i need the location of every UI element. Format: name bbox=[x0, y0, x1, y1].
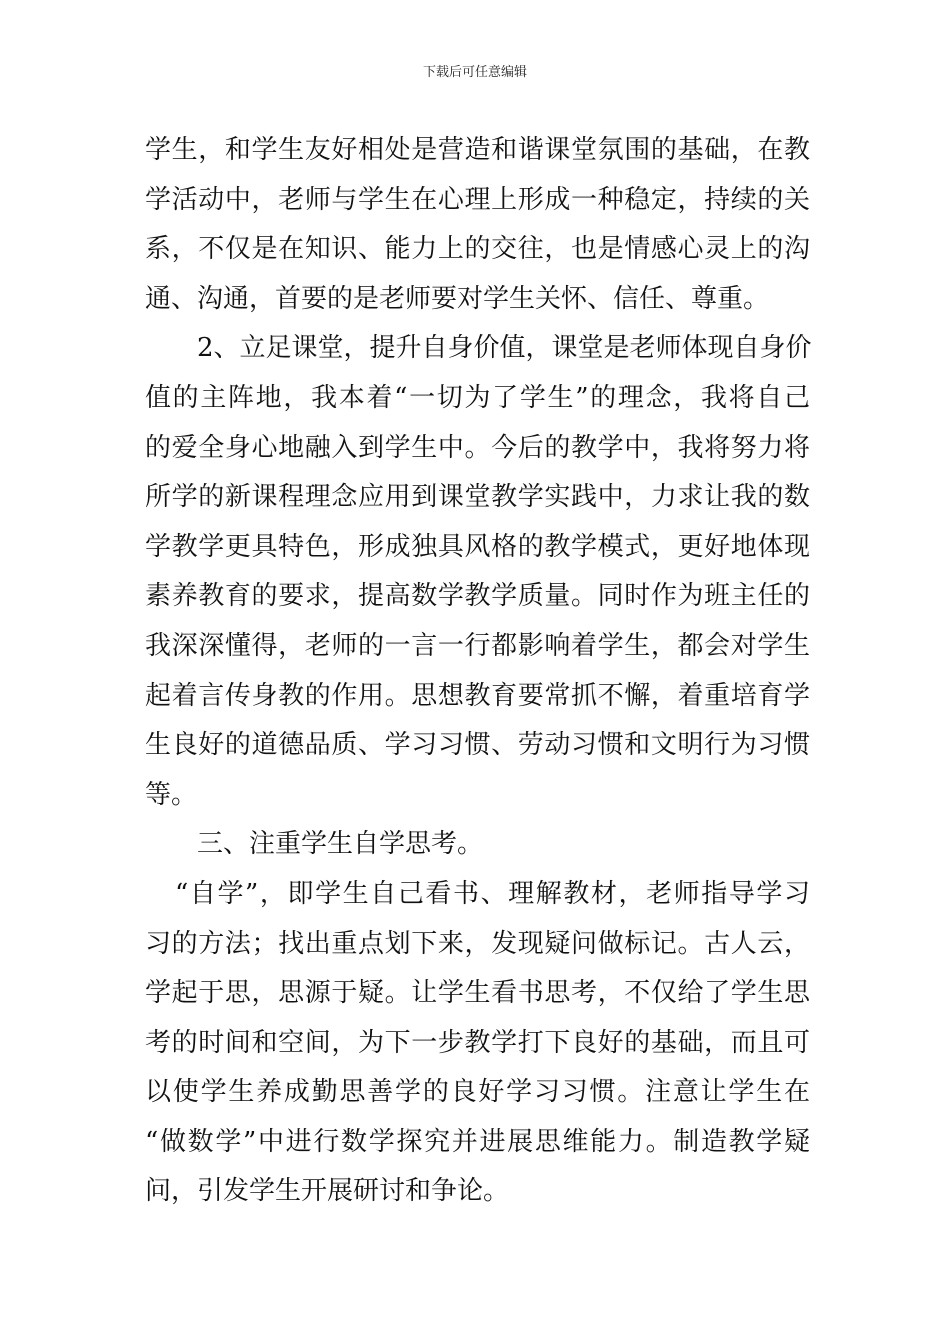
text-line: 习的方法；找出重点划下来，发现疑问做标记。古人云， bbox=[145, 928, 810, 959]
text-line: 学起于思，思源于疑。让学生看书思考，不仅给了学生思 bbox=[145, 978, 810, 1009]
text-line: 的爱全身心地融入到学生中。今后的教学中，我将努力将 bbox=[145, 432, 810, 463]
text-line: 等。 bbox=[145, 779, 198, 810]
text-line: “自学”，即学生自己看书、理解教材，老师指导学习 bbox=[175, 878, 810, 909]
document-body bbox=[145, 126, 810, 1217]
text-line: 起着言传身教的作用。思想教育要常抓不懈，着重培育学 bbox=[145, 680, 810, 711]
paragraph-1 bbox=[145, 126, 810, 324]
text-line: 考的时间和空间，为下一步教学打下良好的基础，而且可 bbox=[145, 1027, 810, 1058]
text-line: 学活动中，老师与学生在心理上形成一种稳定，持续的关 bbox=[145, 184, 810, 215]
paragraph-4 bbox=[145, 870, 810, 1217]
text-line: 所学的新课程理念应用到课堂教学实践中，力求让我的数 bbox=[145, 482, 810, 513]
text-line: 问，引发学生开展研讨和争论。 bbox=[145, 1176, 510, 1207]
section-heading-3 bbox=[145, 820, 810, 870]
text-line: 我深深懂得，老师的一言一行都影响着学生，都会对学生 bbox=[145, 630, 810, 661]
section-heading: 三、注重学生自学思考。 bbox=[197, 829, 484, 860]
page-header: 下载后可任意编辑 bbox=[422, 65, 527, 80]
paragraph-2 bbox=[145, 324, 810, 820]
text-line: 2、立足课堂，提升自身价值，课堂是老师体现自身价 bbox=[197, 333, 812, 364]
text-line: 学教学更具特色，形成独具风格的教学模式，更好地体现 bbox=[145, 531, 810, 562]
text-line: 学生，和学生友好相处是营造和谐课堂氛围的基础，在教 bbox=[145, 135, 810, 165]
text-line: 以使学生养成勤思善学的良好学习习惯。注意让学生在 bbox=[145, 1077, 810, 1108]
text-line: 值的主阵地，我本着“一切为了学生”的理念，我将自己 bbox=[145, 382, 810, 413]
text-line: 生良好的道德品质、学习习惯、劳动习惯和文明行为习惯 bbox=[145, 730, 810, 761]
text-line: 通、沟通，首要的是老师要对学生关怀、信任、尊重。 bbox=[145, 283, 770, 314]
text-line: “做数学”中进行数学探究并进展思维能力。制造教学疑 bbox=[145, 1126, 810, 1157]
text-line: 素养教育的要求，提高数学教学质量。同时作为班主任的 bbox=[145, 581, 810, 612]
text-line: 系，不仅是在知识、能力上的交往，也是情感心灵上的沟 bbox=[145, 234, 810, 265]
